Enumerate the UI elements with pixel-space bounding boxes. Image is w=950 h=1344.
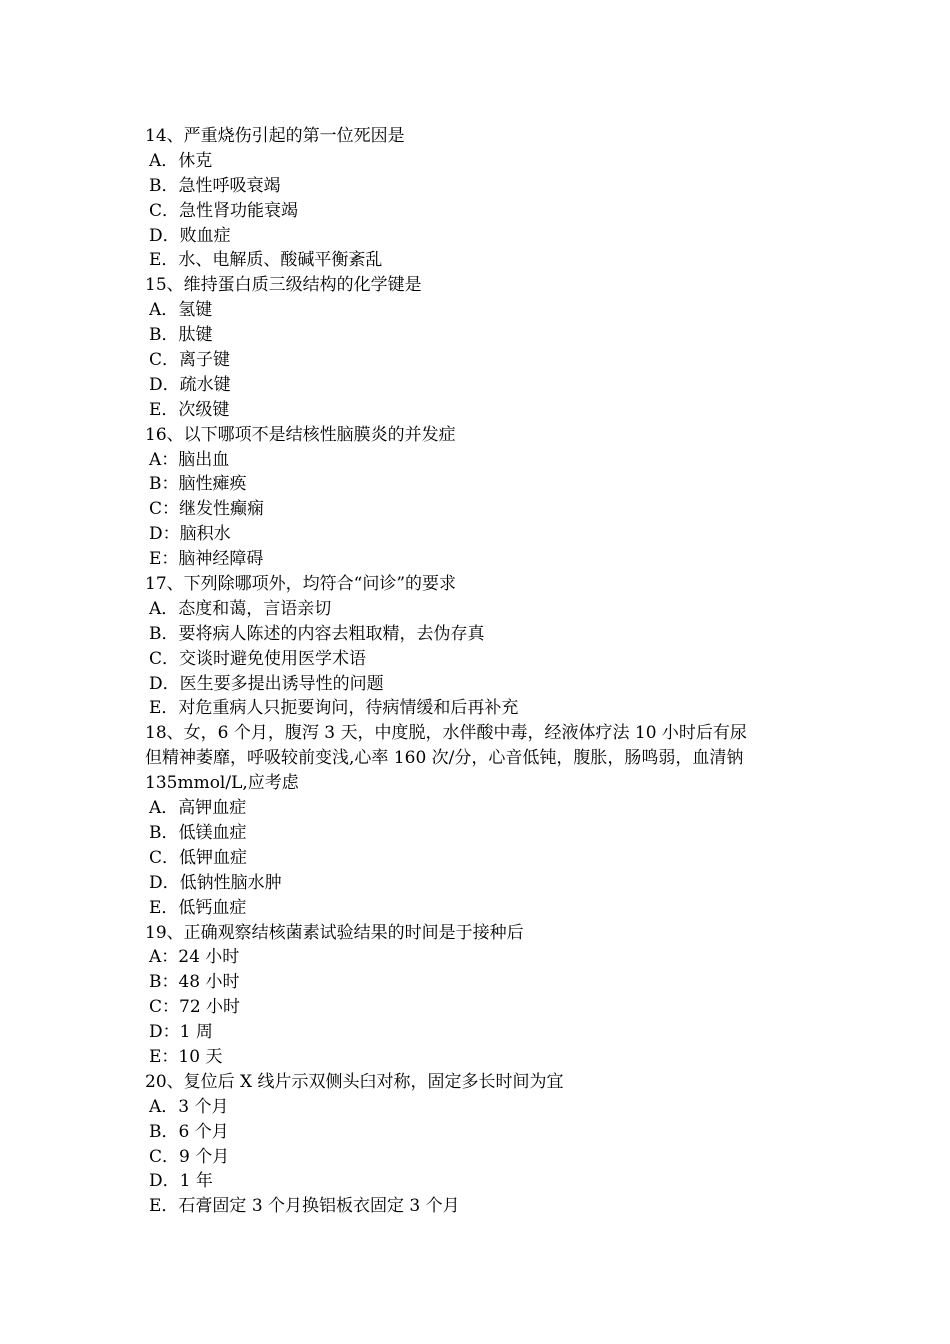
- question-18-option-c: C．低钾血症: [149, 847, 248, 868]
- question-18-option-a: A．高钾血症: [149, 798, 247, 819]
- question-16-option-c: C：继发性癫痫: [149, 499, 265, 520]
- question-19-stem: 19、正确观察结核菌素试验结果的时间是于接种后: [145, 922, 524, 943]
- question-16-option-e: E：脑神经障碍: [149, 549, 264, 570]
- question-18-stem-line-2: 但精神萎靡，呼吸较前变浅,心率 160 次/分，心音低钝，腹胀，肠鸣弱，血清钠: [145, 748, 744, 769]
- question-15-option-b: B．肽键: [149, 325, 213, 346]
- question-17-option-a: A．态度和蔼，言语亲切: [149, 598, 332, 619]
- question-19-option-a: A：24 小时: [149, 947, 240, 968]
- question-16-stem: 16、以下哪项不是结核性脑膜炎的并发症: [145, 424, 456, 445]
- question-18-option-b: B．低镁血症: [149, 822, 247, 843]
- question-15-option-d: D．疏水键: [149, 374, 231, 395]
- question-14-option-c: C．急性肾功能衰竭: [149, 200, 299, 221]
- question-18-option-d: D．低钠性脑水肿: [149, 872, 282, 893]
- question-list: [145, 124, 810, 1219]
- question-19-option-b: B：48 小时: [149, 972, 240, 993]
- question-19-option-d: D：1 周: [149, 1022, 213, 1043]
- question-20-option-c: C．9 个月: [149, 1146, 230, 1167]
- question-17-option-d: D．医生要多提出诱导性的问题: [149, 673, 384, 694]
- question-17-option-c: C．交谈时避免使用医学术语: [149, 648, 367, 669]
- question-17-option-b: B．要将病人陈述的内容去粗取精，去伪存真: [149, 623, 485, 644]
- question-14-stem: 14、严重烧伤引起的第一位死因是: [145, 126, 405, 146]
- question-16-option-d: D：脑积水: [149, 524, 231, 545]
- question-14-option-e: E．水、电解质、酸碱平衡紊乱: [149, 250, 383, 271]
- question-14-option-d: D．败血症: [149, 225, 231, 246]
- question-20-option-d: D．1 年: [149, 1171, 213, 1192]
- question-18-stem-line-1: 18、女，6 个月，腹泻 3 天，中度脱，水伴酸中毒，经液体疗法 10 小时后有尿: [145, 723, 747, 744]
- question-19-option-c: C：72 小时: [149, 997, 241, 1018]
- question-19-option-e: E：10 天: [149, 1046, 223, 1067]
- question-14-option-a: A．休克: [149, 150, 213, 171]
- question-15-option-a: A．氢键: [149, 300, 213, 321]
- question-20-stem: 20、复位后 X 线片示双侧头臼对称，固定多长时间为宜: [145, 1071, 564, 1092]
- question-15-stem: 15、维持蛋白质三级结构的化学键是: [145, 275, 422, 296]
- question-15-option-e: E．次级键: [149, 399, 230, 420]
- question-20-option-a: A．3 个月: [149, 1096, 229, 1117]
- question-18-stem-line-3: 135mmol/L,应考虑: [145, 773, 299, 794]
- question-16-option-b: B：脑性瘫痪: [149, 474, 247, 495]
- question-18-option-e: E．低钙血症: [149, 897, 247, 918]
- question-20-option-e: E．石膏固定 3 个月换铝板衣固定 3 个月: [149, 1196, 460, 1217]
- question-17-option-e: E．对危重病人只扼要询问，待病情缓和后再补充: [149, 698, 519, 719]
- question-15-option-c: C．离子键: [149, 350, 231, 371]
- question-17-stem: 17、下列除哪项外，均符合“问诊”的要求: [145, 574, 457, 595]
- question-14-option-b: B．急性呼吸衰竭: [149, 175, 281, 196]
- question-16-option-a: A：脑出血: [149, 449, 230, 470]
- question-20-option-b: B．6 个月: [149, 1121, 229, 1142]
